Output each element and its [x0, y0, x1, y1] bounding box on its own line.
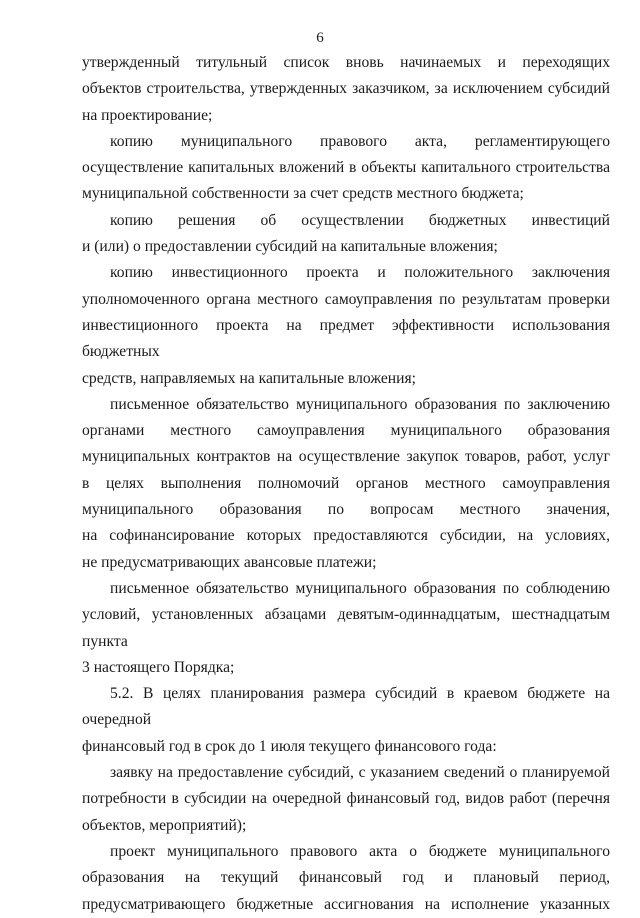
text-line: уполномоченного органа местного самоуправления по результатам проверки — [82, 290, 610, 308]
text-line: муниципальных контрактов на осуществление закупок товаров, работ, услуг — [82, 448, 610, 466]
document-body — [82, 50, 610, 918]
text-line: 5.2. В целях планирования размера субсидий в краевом бюджете на очередной — [82, 685, 610, 729]
paragraph — [82, 208, 610, 261]
text-line: условий, установленных абзацами девятым-одиннадцатым, шестнадцатым пункта — [82, 606, 610, 650]
text-line: и (или) о предоставлении субсидий на капитальные вложения; — [82, 238, 498, 256]
text-line: копию инвестиционного проекта и положительного заключения — [110, 264, 610, 282]
text-line: предусматривающего бюджетные ассигнования на исполнение указанных — [82, 895, 610, 913]
text-line: осуществление капитальных вложений в объекты капитального строительства — [82, 159, 610, 177]
text-line: в целях выполнения полномочий органов местного самоуправления — [82, 474, 610, 492]
text-line: не предусматривающих авансовые платежи; — [82, 553, 377, 571]
paragraph — [82, 392, 610, 576]
paragraph — [82, 260, 610, 391]
text-line: копию решения об осуществлении бюджетных инвестиций — [110, 211, 610, 229]
text-line: письменное обязательство муниципального образования по соблюдению — [110, 579, 610, 597]
paragraph — [82, 129, 610, 208]
text-line: утвержденный титульный список вновь начинаемых и переходящих — [82, 54, 610, 71]
text-line: органами местного самоуправления муниципального образования — [82, 422, 610, 440]
text-line: на проектирование; — [82, 106, 213, 124]
text-line: письменное обязательство муниципального образования по заключению — [110, 395, 610, 413]
text-line: потребности в субсидии на очередной финансовый год, видов работ (перечня — [82, 790, 610, 808]
text-line: образования на текущий финансовый год и плановый период, — [82, 869, 610, 887]
paragraph — [82, 576, 610, 681]
text-line: заявку на предоставление субсидий, с указанием сведений о планируемой — [110, 764, 610, 782]
paragraph — [82, 681, 610, 760]
paragraph — [82, 760, 610, 839]
paragraph — [82, 839, 610, 918]
text-line: муниципального образования по вопросам местного значения, — [82, 501, 610, 519]
text-line: финансовый год в срок до 1 июля текущего финансового года: — [82, 737, 497, 755]
text-line: средств, направляемых на капитальные вложения; — [82, 369, 417, 387]
page-number: 6 — [316, 30, 324, 46]
text-line: объектов, мероприятий); — [82, 816, 247, 834]
text-line: объектов строительства, утвержденных заказчиком, за исключением субсидий — [82, 80, 610, 98]
text-line: 3 настоящего Порядка; — [82, 658, 235, 676]
text-line: копию муниципального правового акта, регламентирующего — [110, 132, 610, 150]
text-line: проект муниципального правового акта о бюджете муниципального — [110, 842, 610, 860]
paragraph — [82, 50, 610, 129]
text-line: инвестиционного проекта на предмет эффективности использования бюджетных — [82, 316, 610, 361]
text-line: на софинансирование которых предоставляются субсидии, на условиях, — [82, 527, 610, 545]
text-line: муниципальной собственности за счет средств местного бюджета; — [82, 185, 524, 203]
